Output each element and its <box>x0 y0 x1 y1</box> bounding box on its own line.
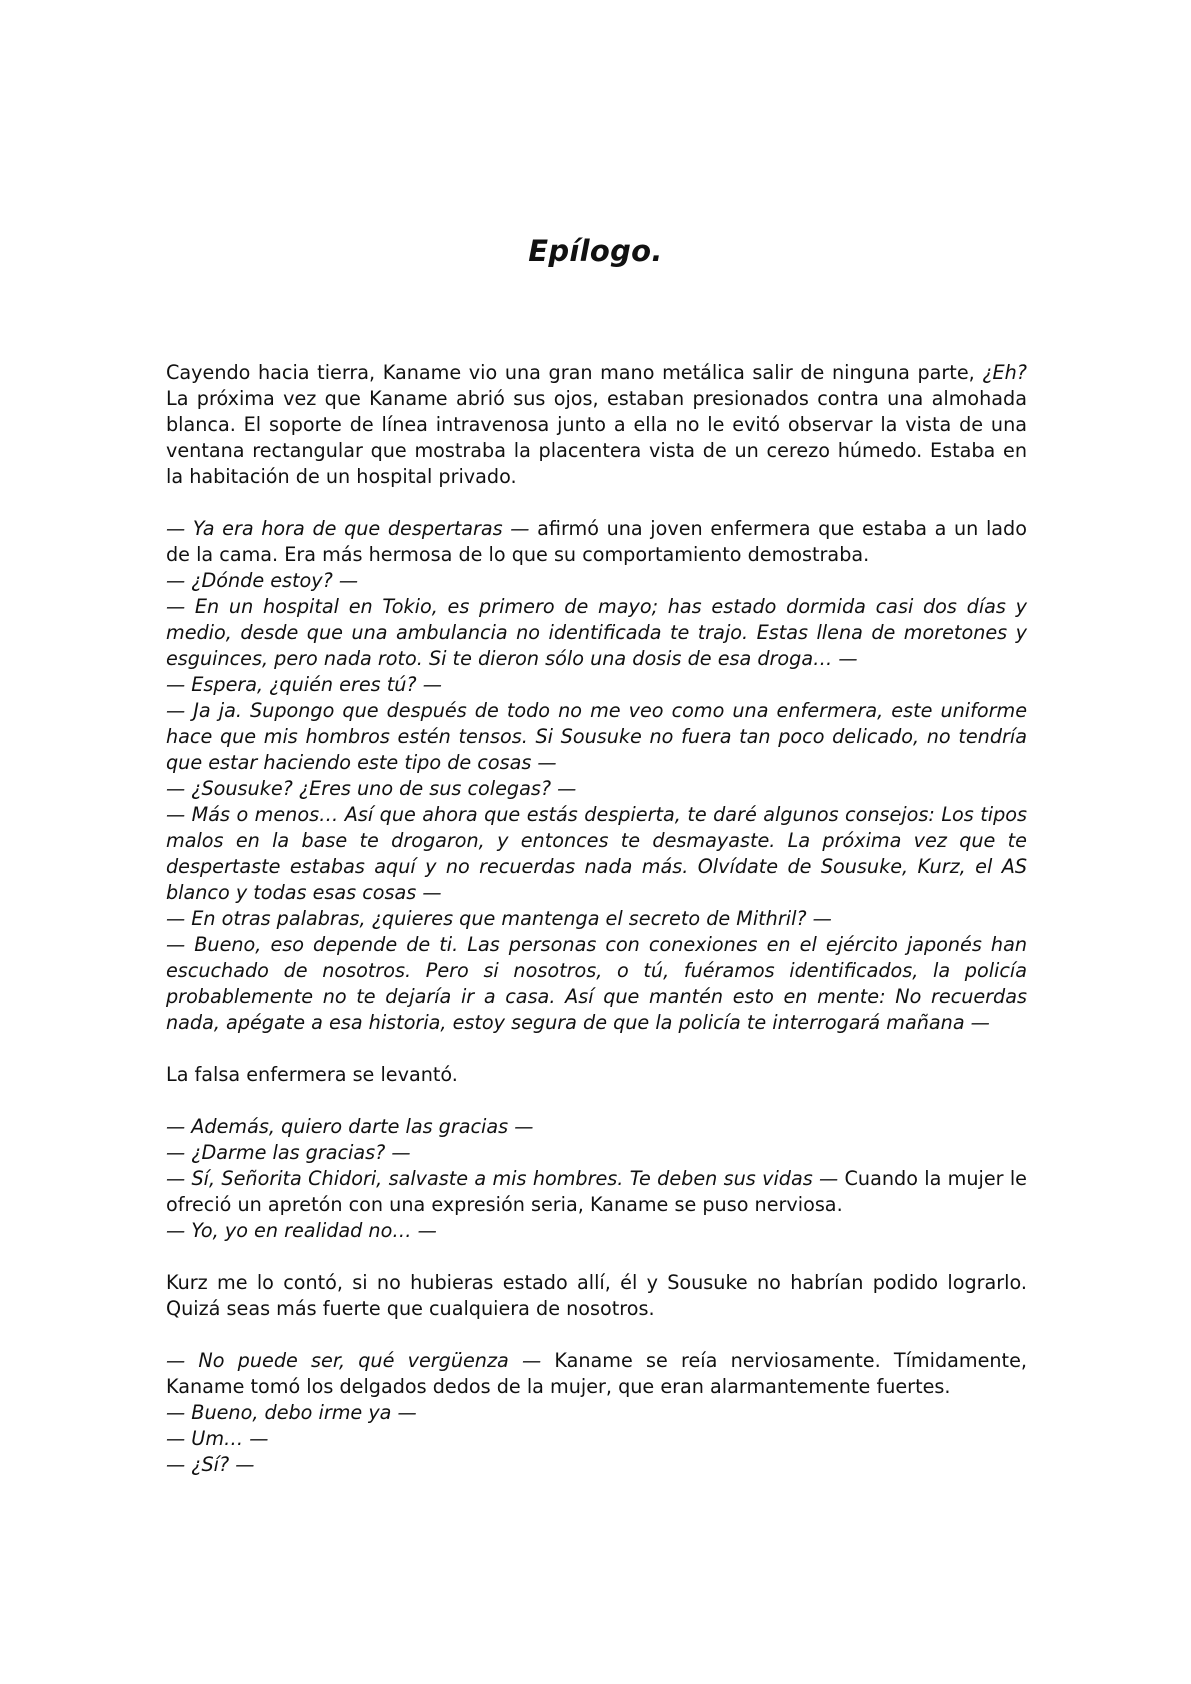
dialogue-line-12-narration: Cuando la mujer le ofreció un apretón con una expresión seria, Kaname se puso nerviosa. <box>166 1167 1027 1216</box>
dialogue-line-4: — Espera, ¿quién eres tú? — <box>166 673 442 696</box>
dialogue-line-14-speech: — No puede ser, qué vergüenza — <box>166 1349 542 1372</box>
narrative-paragraph-3: Kurz me lo contó, si no hubieras estado allí, él y Sousuke no habrían podido lograrlo. Quizá seas más fuerte que cualquiera de nosotros. <box>166 1271 1027 1320</box>
dialogue-line-1-speech: — Ya era hora de que despertaras — <box>166 517 530 540</box>
dialogue-line-13: — Yo, yo en realidad no… — <box>166 1219 437 1242</box>
paragraph-1-text-a: Cayendo hacia tierra, Kaname vio una gran mano metálica salir de ninguna parte, <box>166 361 983 384</box>
dialogue-line-17: — ¿Sí? — <box>166 1453 255 1476</box>
dialogue-line-1-narration: afirmó una joven enfermera que estaba a un lado de la cama. Era más hermosa de lo que su comportamiento demostraba. <box>166 517 1027 566</box>
narrative-paragraph-1 <box>166 360 1027 490</box>
dialogue-line-6: — ¿Sousuke? ¿Eres uno de sus colegas? — <box>166 777 577 800</box>
dialogue-line-2: — ¿Dónde estoy? — <box>166 569 359 592</box>
chapter-title: Epílogo. <box>528 234 663 268</box>
paragraph-1-text-c: La próxima vez que Kaname abrió sus ojos, estaban presionados contra una almohada blanca. El soporte de línea intravenosa junto a ella no le evitó observar la vista de una ventana rectangular que mostraba la placentera vista de un cerezo húmedo. Estaba en la habitación de un hospital privado. <box>166 387 1027 488</box>
chapter-body <box>166 360 1027 1504</box>
dialogue-group-2 <box>166 1114 1027 1244</box>
dialogue-group-1 <box>166 516 1027 1036</box>
dialogue-line-14 <box>166 1348 1027 1400</box>
dialogue-line-15: — Bueno, debo irme ya — <box>166 1401 417 1424</box>
dialogue-line-12 <box>166 1166 1027 1218</box>
dialogue-line-5: — Ja ja. Supongo que después de todo no me veo como una enfermera, este uniforme hace que mis hombros estén tensos. Si Sousuke no fuera tan poco delicado, no tendría que estar haciendo este tipo de cosas — <box>166 699 1027 774</box>
dialogue-line-7: — Más o menos… Así que ahora que estás despierta, te daré algunos consejos: Los tipos malos en la base te drogaron, y entonces te desmayaste. La próxima vez que te despertaste estabas aquí y no recuerdas nada más. Olvídate de Sousuke, Kurz, el AS blanco y todas esas cosas — <box>166 803 1027 904</box>
dialogue-line-10: — Además, quiero darte las gracias — <box>166 1115 534 1138</box>
narrative-paragraph-2: La falsa enfermera se levantó. <box>166 1063 458 1086</box>
dialogue-line-3: — En un hospital en Tokio, es primero de mayo; has estado dormida casi dos días y medio, desde que una ambulancia no identificada te trajo. Estas llena de moretones y esguinces, pero nada roto. Si te dieron sólo una dosis de esa droga… — <box>166 595 1027 670</box>
dialogue-line-12-speech: — Sí, Señorita Chidori, salvaste a mis hombres. Te deben sus vidas — <box>166 1167 839 1190</box>
dialogue-line-11: — ¿Darme las gracias? — <box>166 1141 411 1164</box>
dialogue-group-3 <box>166 1348 1027 1478</box>
dialogue-line-14-narration: Kaname se reía nerviosamente. Tímidamente, Kaname tomó los delgados dedos de la mujer, que eran alarmantemente fuertes. <box>166 1349 1027 1398</box>
dialogue-line-8: — En otras palabras, ¿quieres que mantenga el secreto de Mithril? — <box>166 907 832 930</box>
dialogue-line-16: — Um… — <box>166 1427 269 1450</box>
dialogue-line-1 <box>166 516 1027 568</box>
dialogue-line-9: — Bueno, eso depende de ti. Las personas con conexiones en el ejército japonés han escuchado de nosotros. Pero si nosotros, o tú, fuéramos identificados, la policía probablemente no te dejaría ir a casa. Así que mantén esto en mente: No recuerdas nada, apégate a esa historia, estoy segura de que la policía te interrogará mañana — <box>166 933 1027 1034</box>
paragraph-1-text-b: ¿Eh? <box>982 361 1027 384</box>
